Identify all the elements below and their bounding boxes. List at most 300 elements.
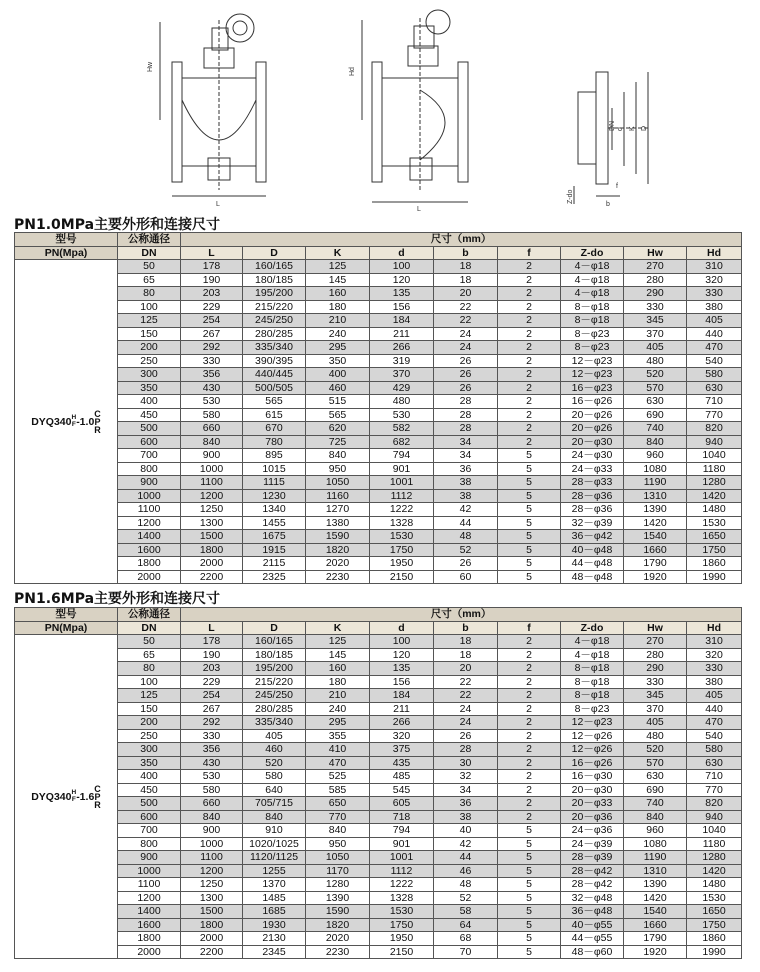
table-row [15,851,742,865]
value-cell: 1530 [687,891,742,905]
value-cell: 5 [498,945,561,959]
table-row [15,449,742,463]
value-cell: 1180 [687,837,742,851]
model-header: 型号 [15,608,118,622]
value-cell: 820 [687,797,742,811]
value-cell: 430 [181,381,243,395]
table-row [15,864,742,878]
dn-cell: 1800 [118,932,181,946]
value-cell: 24 [434,716,498,730]
model-sup: H [71,414,77,421]
model-code [15,260,118,584]
value-cell: 330 [624,675,687,689]
model-suffix: -1.0 [76,415,95,428]
dn-cell: 80 [118,287,181,301]
value-cell: 5 [498,864,561,878]
value-cell: 500/505 [243,381,306,395]
value-cell: 5 [498,489,561,503]
value-cell: 2020 [306,932,370,946]
value-cell: 38 [434,476,498,490]
value-cell: 1750 [687,543,742,557]
value-cell: 254 [181,689,243,703]
value-cell: 48－φ48 [561,570,624,584]
table-row [15,422,742,436]
value-cell: 840 [306,824,370,838]
value-cell: 1950 [370,557,434,571]
value-cell: 156 [370,675,434,689]
value-cell: 292 [181,341,243,355]
value-cell: 28－φ36 [561,503,624,517]
value-cell: 145 [306,648,370,662]
value-cell: 520 [624,743,687,757]
value-cell: 180/185 [243,273,306,287]
value-cell: 840 [306,449,370,463]
value-cell: 350 [306,354,370,368]
dn-cell: 200 [118,341,181,355]
dn-cell: 1400 [118,530,181,544]
table-row [15,675,742,689]
value-cell: 895 [243,449,306,463]
column-header: Z-do [561,621,624,635]
value-cell: 1650 [687,905,742,919]
value-cell: 1001 [370,476,434,490]
value-cell: 430 [181,756,243,770]
value-cell: 1200 [181,489,243,503]
value-cell: 18 [434,273,498,287]
value-cell: 330 [687,287,742,301]
value-cell: 405 [624,341,687,355]
value-cell: 20 [434,662,498,676]
value-cell: 620 [306,422,370,436]
value-cell: 1590 [306,905,370,919]
value-cell: 44 [434,516,498,530]
value-cell: 1860 [687,557,742,571]
value-cell: 36 [434,462,498,476]
value-cell: 310 [687,635,742,649]
value-cell: 470 [306,756,370,770]
value-cell: 8－φ18 [561,300,624,314]
value-cell: 405 [687,689,742,703]
value-cell: 1310 [624,489,687,503]
dn-cell: 800 [118,837,181,851]
value-cell: 44 [434,851,498,865]
column-header: Z-do [561,246,624,260]
dn-cell: 600 [118,810,181,824]
value-cell: 1990 [687,945,742,959]
value-cell: 64 [434,918,498,932]
value-cell: 780 [243,435,306,449]
column-header: K [306,246,370,260]
value-cell: 1420 [687,489,742,503]
dn-cell: 150 [118,702,181,716]
value-cell: 2 [498,422,561,436]
value-cell: 2 [498,689,561,703]
dn-cell: 1100 [118,503,181,517]
value-cell: 1280 [687,476,742,490]
value-cell: 770 [687,783,742,797]
model-suffix: -1.6 [76,790,95,803]
value-cell: 1990 [687,570,742,584]
value-cell: 405 [687,314,742,328]
value-cell: 22 [434,314,498,328]
value-cell: 585 [306,783,370,797]
value-cell: 44－φ55 [561,932,624,946]
value-cell: 145 [306,273,370,287]
value-cell: 1120/1125 [243,851,306,865]
value-cell: 740 [624,797,687,811]
dn-cell: 300 [118,743,181,757]
table-row [15,756,742,770]
value-cell: 480 [624,729,687,743]
value-cell: 794 [370,449,434,463]
value-cell: 70 [434,945,498,959]
value-cell: 900 [181,824,243,838]
column-header: D [243,246,306,260]
value-cell: 2 [498,770,561,784]
value-cell: 335/340 [243,716,306,730]
value-cell: 280 [624,273,687,287]
value-cell: 1950 [370,932,434,946]
table-row [15,905,742,919]
value-cell: 211 [370,702,434,716]
table-row [15,689,742,703]
dn-cell: 50 [118,260,181,274]
value-cell: 5 [498,570,561,584]
value-cell: 48 [434,530,498,544]
value-cell: 1500 [181,530,243,544]
value-cell: 36－φ48 [561,905,624,919]
value-cell: 630 [624,395,687,409]
value-cell: 2 [498,300,561,314]
value-cell: 12－φ26 [561,743,624,757]
value-cell: 215/220 [243,300,306,314]
model-code [15,635,118,959]
value-cell: 4－φ18 [561,273,624,287]
value-cell: 32 [434,770,498,784]
column-header: f [498,246,561,260]
value-cell: 840 [624,435,687,449]
value-cell: 565 [243,395,306,409]
value-cell: 1040 [687,824,742,838]
value-cell: 184 [370,689,434,703]
value-cell: 2150 [370,570,434,584]
value-cell: 2 [498,783,561,797]
dn-cell: 450 [118,408,181,422]
value-cell: 240 [306,702,370,716]
value-cell: 178 [181,260,243,274]
table-row [15,702,742,716]
label-k: K [629,126,636,131]
value-cell: 52 [434,543,498,557]
value-cell: 960 [624,449,687,463]
dn-cell: 350 [118,756,181,770]
value-cell: 18 [434,260,498,274]
value-cell: 2 [498,273,561,287]
value-cell: 229 [181,300,243,314]
value-cell: 295 [306,716,370,730]
value-cell: 1300 [181,516,243,530]
value-cell: 530 [370,408,434,422]
dn-cell: 125 [118,314,181,328]
value-cell: 2 [498,341,561,355]
label-zdo: Z-do [567,189,574,204]
value-cell: 2325 [243,570,306,584]
value-cell: 160/165 [243,635,306,649]
value-cell: 60 [434,570,498,584]
value-cell: 2 [498,635,561,649]
value-cell: 1160 [306,489,370,503]
value-cell: 1000 [181,837,243,851]
value-cell: 5 [498,918,561,932]
value-cell: 1920 [624,945,687,959]
value-cell: 2 [498,327,561,341]
value-cell: 2 [498,287,561,301]
value-cell: 24－φ36 [561,824,624,838]
value-cell: 4－φ18 [561,287,624,301]
value-cell: 203 [181,287,243,301]
table-row [15,662,742,676]
value-cell: 195/200 [243,662,306,676]
value-cell: 2200 [181,570,243,584]
model-sub-letter: F [71,795,76,803]
value-cell: 211 [370,327,434,341]
value-cell: 615 [243,408,306,422]
value-cell: 335/340 [243,341,306,355]
value-cell: 20－φ36 [561,810,624,824]
dn-cell: 800 [118,462,181,476]
dn-cell: 900 [118,476,181,490]
value-cell: 1660 [624,918,687,932]
value-cell: 380 [687,300,742,314]
value-cell: 1115 [243,476,306,490]
value-cell: 320 [687,648,742,662]
value-cell: 2 [498,662,561,676]
value-cell: 1750 [370,543,434,557]
value-cell: 375 [370,743,434,757]
value-cell: 580 [243,770,306,784]
value-cell: 190 [181,273,243,287]
value-cell: 135 [370,662,434,676]
value-cell: 12－φ23 [561,716,624,730]
table-row [15,462,742,476]
value-cell: 2 [498,648,561,662]
value-cell: 356 [181,743,243,757]
value-cell: 1530 [370,905,434,919]
value-cell: 1860 [687,932,742,946]
value-cell: 660 [181,797,243,811]
value-cell: 1100 [181,476,243,490]
value-cell: 38 [434,810,498,824]
value-cell: 1590 [306,530,370,544]
value-cell: 38 [434,489,498,503]
value-cell: 1328 [370,516,434,530]
value-cell: 345 [624,314,687,328]
value-cell: 8－φ18 [561,314,624,328]
value-cell: 1250 [181,878,243,892]
value-cell: 1675 [243,530,306,544]
column-header: Hd [687,621,742,635]
value-cell: 26 [434,557,498,571]
table-row [15,648,742,662]
value-cell: 705/715 [243,797,306,811]
value-cell: 2 [498,260,561,274]
value-cell: 630 [687,756,742,770]
model-cpr-letter: P [94,791,101,802]
table-row [15,743,742,757]
value-cell: 22 [434,675,498,689]
value-cell: 8－φ23 [561,702,624,716]
value-cell: 42 [434,837,498,851]
value-cell: 1250 [181,503,243,517]
value-cell: 5 [498,530,561,544]
value-cell: 380 [687,675,742,689]
dn-cell: 125 [118,689,181,703]
value-cell: 32－φ48 [561,891,624,905]
value-cell: 26 [434,368,498,382]
value-cell: 42 [434,503,498,517]
table-row [15,891,742,905]
value-cell: 16－φ23 [561,381,624,395]
table-row [15,381,742,395]
value-cell: 125 [306,260,370,274]
value-cell: 36 [434,797,498,811]
value-cell: 2 [498,756,561,770]
value-cell: 2 [498,729,561,743]
value-cell: 28 [434,422,498,436]
value-cell: 565 [306,408,370,422]
value-cell: 1800 [181,543,243,557]
value-cell: 20－φ30 [561,435,624,449]
table-row [15,729,742,743]
value-cell: 515 [306,395,370,409]
value-cell: 1915 [243,543,306,557]
table-row [15,557,742,571]
dn-header: 公称通径 [118,233,181,247]
value-cell: 460 [306,381,370,395]
value-cell: 1800 [181,918,243,932]
table-row [15,341,742,355]
dn-cell: 100 [118,675,181,689]
value-cell: 5 [498,932,561,946]
value-cell: 2 [498,810,561,824]
value-cell: 1328 [370,891,434,905]
dn-cell: 65 [118,273,181,287]
table-row [15,570,742,584]
column-header: Hw [624,246,687,260]
value-cell: 100 [370,635,434,649]
value-cell: 1222 [370,503,434,517]
value-cell: 440 [687,327,742,341]
value-cell: 2 [498,314,561,328]
value-cell: 160 [306,287,370,301]
dn-cell: 500 [118,422,181,436]
model-cpr-letter: C [94,783,101,794]
value-cell: 16－φ26 [561,756,624,770]
value-cell: 1420 [687,864,742,878]
label-l1: L [216,201,220,208]
table-row [15,516,742,530]
value-cell: 135 [370,287,434,301]
value-cell: 28－φ36 [561,489,624,503]
value-cell: 1080 [624,837,687,851]
value-cell: 2 [498,797,561,811]
value-cell: 4－φ18 [561,635,624,649]
column-header: Hw [624,621,687,635]
value-cell: 1050 [306,476,370,490]
value-cell: 1750 [370,918,434,932]
label-dn: DN [609,120,616,131]
label-d-big: D [641,125,648,131]
value-cell: 2230 [306,945,370,959]
column-header: K [306,621,370,635]
value-cell: 460 [243,743,306,757]
value-cell: 540 [687,729,742,743]
value-cell: 1190 [624,476,687,490]
value-cell: 1020/1025 [243,837,306,851]
value-cell: 8－φ18 [561,675,624,689]
value-cell: 290 [624,662,687,676]
column-header: D [243,621,306,635]
value-cell: 1480 [687,878,742,892]
value-cell: 640 [243,783,306,797]
table-row [15,300,742,314]
value-cell: 2 [498,435,561,449]
value-cell: 1540 [624,905,687,919]
value-cell: 48－φ60 [561,945,624,959]
value-cell: 5 [498,557,561,571]
column-header: b [434,246,498,260]
dn-cell: 100 [118,300,181,314]
value-cell: 405 [243,729,306,743]
value-cell: 24－φ39 [561,837,624,851]
value-cell: 960 [624,824,687,838]
value-cell: 1650 [687,530,742,544]
value-cell: 1080 [624,462,687,476]
value-cell: 355 [306,729,370,743]
value-cell: 1255 [243,864,306,878]
value-cell: 1790 [624,557,687,571]
value-cell: 950 [306,462,370,476]
value-cell: 1750 [687,918,742,932]
value-cell: 4－φ18 [561,648,624,662]
value-cell: 1685 [243,905,306,919]
value-cell: 22 [434,689,498,703]
value-cell: 1000 [181,462,243,476]
dn-cell: 300 [118,368,181,382]
value-cell: 1530 [687,516,742,530]
value-cell: 1300 [181,891,243,905]
value-cell: 1480 [687,503,742,517]
value-cell: 370 [624,327,687,341]
dn-subheader: DN [118,621,181,635]
dn-header: 公称通径 [118,608,181,622]
value-cell: 330 [181,354,243,368]
valve-body-front-2 [372,10,468,190]
value-cell: 18 [434,635,498,649]
value-cell: 5 [498,543,561,557]
value-cell: 2 [498,354,561,368]
value-cell: 270 [624,260,687,274]
value-cell: 1190 [624,851,687,865]
column-header: L [181,621,243,635]
value-cell: 540 [687,354,742,368]
value-cell: 1100 [181,851,243,865]
table-row [15,716,742,730]
value-cell: 405 [624,716,687,730]
value-cell: 46 [434,864,498,878]
value-cell: 24－φ30 [561,449,624,463]
value-cell: 429 [370,381,434,395]
